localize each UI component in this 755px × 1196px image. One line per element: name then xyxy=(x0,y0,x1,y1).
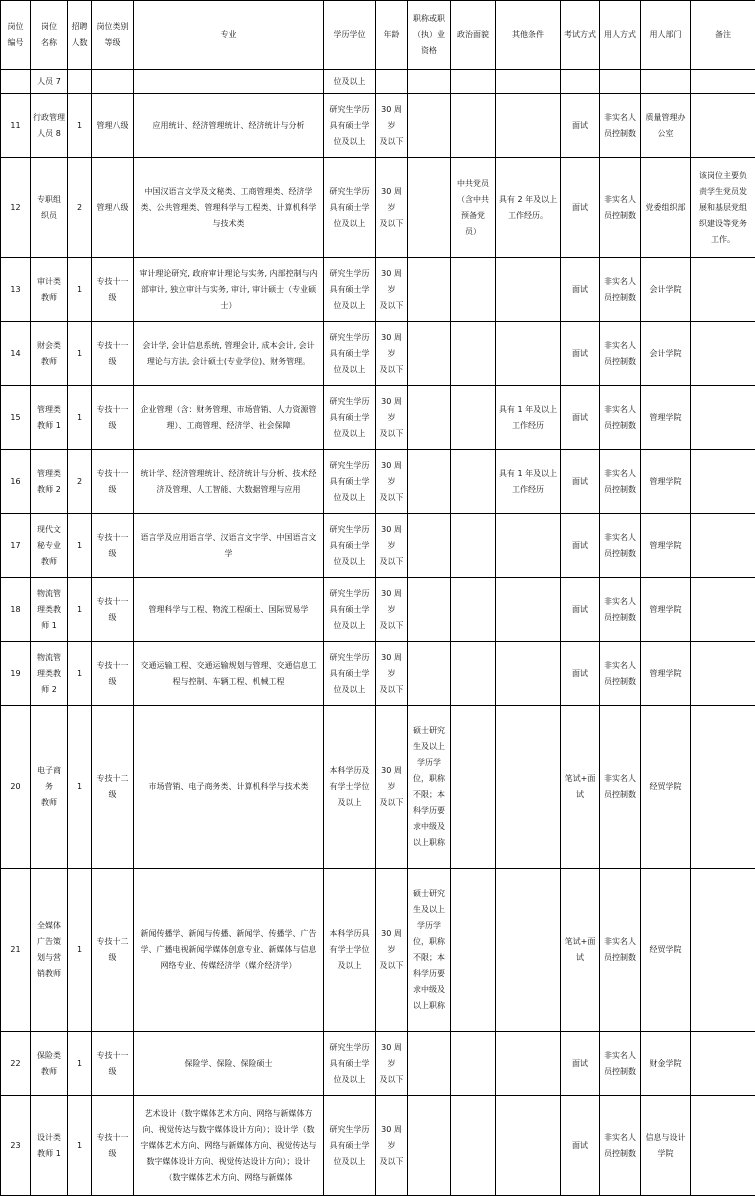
cell-hire: 非实名人 员控制数 xyxy=(600,642,641,706)
table-row xyxy=(1,70,755,94)
cell-note: 该岗位主要负 责学生党员发 展和基层党组 织建设等党务 工作。 xyxy=(691,158,755,258)
cell-politics xyxy=(451,1032,496,1096)
cell-age: 30 周岁 及以下 xyxy=(376,642,408,706)
cell-age: 30 周岁 及以下 xyxy=(376,322,408,386)
cell-name: 管理类 教师 1 xyxy=(31,386,68,450)
cell-hire: 非实名人 员控制数 xyxy=(600,322,641,386)
cell-politics xyxy=(451,322,496,386)
cell-title xyxy=(408,642,451,706)
cell-major: 中国汉语言文学及文秘类、工商管理类、经济学类、公共管理类、管理科学与工程类、计算机科学与技术类 xyxy=(134,158,324,258)
table-row xyxy=(1,869,755,1032)
cell-name: 设计类 教师 1 xyxy=(31,1096,68,1196)
cell-other xyxy=(496,70,561,94)
cell-edu: 本科学历及 有学士学位 及以上 xyxy=(324,706,376,869)
cell-dept xyxy=(641,70,691,94)
cell-level: 管理八级 xyxy=(92,94,134,158)
cell-other: 具有 1 年及以上 工作经历 xyxy=(496,386,561,450)
header-count: 招聘 人数 xyxy=(68,1,92,70)
cell-major: 管理科学与工程、物流工程硕士、国际贸易学 xyxy=(134,578,324,642)
cell-title xyxy=(408,450,451,514)
cell-count: 2 xyxy=(68,158,92,258)
table-row xyxy=(1,258,755,322)
cell-hire: 非实名人 员控制数 xyxy=(600,1096,641,1196)
cell-exam: 面试 xyxy=(561,322,600,386)
table-row xyxy=(1,1096,755,1196)
header-name: 岗位 名称 xyxy=(31,1,68,70)
header-major: 专业 xyxy=(134,1,324,70)
cell-politics xyxy=(451,94,496,158)
cell-age: 30 周岁 及以下 xyxy=(376,158,408,258)
cell-politics: 中共党员 （含中共 预备党 员） xyxy=(451,158,496,258)
cell-id: 12 xyxy=(1,158,31,258)
cell-level: 专技十一 级 xyxy=(92,1096,134,1196)
cell-id: 23 xyxy=(1,1096,31,1196)
cell-dept: 经贸学院 xyxy=(641,706,691,869)
cell-age xyxy=(376,70,408,94)
table-row xyxy=(1,642,755,706)
cell-id: 16 xyxy=(1,450,31,514)
cell-other xyxy=(496,578,561,642)
cell-hire: 非实名人 员控制数 xyxy=(600,450,641,514)
cell-hire: 非实名人 员控制数 xyxy=(600,94,641,158)
cell-level: 专技十一 级 xyxy=(92,1032,134,1096)
cell-major: 统计学、经济管理统计、经济统计与分析、技术经济及管理、人工智能、大数据管理与应用 xyxy=(134,450,324,514)
cell-count: 1 xyxy=(68,1032,92,1096)
cell-dept: 会计学院 xyxy=(641,258,691,322)
cell-age: 30 周岁 及以下 xyxy=(376,1096,408,1196)
cell-hire: 非实名人 员控制数 xyxy=(600,706,641,869)
cell-hire: 非实名人 员控制数 xyxy=(600,258,641,322)
cell-other xyxy=(496,869,561,1032)
cell-hire: 非实名人 员控制数 xyxy=(600,514,641,578)
cell-politics xyxy=(451,869,496,1032)
cell-title xyxy=(408,578,451,642)
cell-major: 保险学、保险、保险硕士 xyxy=(134,1032,324,1096)
cell-level: 专技十一 级 xyxy=(92,514,134,578)
cell-count: 1 xyxy=(68,1096,92,1196)
cell-title: 硕士研究 生及以上 学历学 位，职称 不限；本 科学历要 求中级及 以上职称 xyxy=(408,869,451,1032)
cell-politics xyxy=(451,578,496,642)
cell-edu: 研究生学历 具有硕士学 位及以上 xyxy=(324,158,376,258)
cell-title xyxy=(408,94,451,158)
cell-note xyxy=(691,94,755,158)
cell-level: 管理八级 xyxy=(92,158,134,258)
cell-count: 1 xyxy=(68,869,92,1032)
cell-edu: 研究生学历 具有硕士学 位及以上 xyxy=(324,1096,376,1196)
cell-name: 保险类 教师 xyxy=(31,1032,68,1096)
cell-count: 1 xyxy=(68,706,92,869)
cell-note xyxy=(691,514,755,578)
cell-other xyxy=(496,1096,561,1196)
cell-major: 新闻传播学、新闻与传播、新闻学、传播学、广告学、广播电视新闻学媒体创意专业、新媒体与信息网络专业、传媒经济学（媒介经济学） xyxy=(134,869,324,1032)
cell-politics xyxy=(451,1096,496,1196)
table-row xyxy=(1,450,755,514)
cell-level: 专技十二 级 xyxy=(92,869,134,1032)
cell-exam: 面试 xyxy=(561,1096,600,1196)
cell-exam: 面试 xyxy=(561,1032,600,1096)
cell-other xyxy=(496,706,561,869)
cell-major: 语言学及应用语言学、汉语言文字学、中国语言文学 xyxy=(134,514,324,578)
cell-title: 硕士研究 生及以上 学历学 位，职称 不限；本 科学历要 求中级及 以上职称 xyxy=(408,706,451,869)
header-level: 岗位类别 等级 xyxy=(92,1,134,70)
cell-level: 专技十一 级 xyxy=(92,386,134,450)
cell-name: 专职组 织员 xyxy=(31,158,68,258)
header-education: 学历学位 xyxy=(324,1,376,70)
cell-level: 专技十一 级 xyxy=(92,258,134,322)
cell-hire: 非实名人 员控制数 xyxy=(600,386,641,450)
cell-exam xyxy=(561,70,600,94)
cell-id: 17 xyxy=(1,514,31,578)
cell-dept: 会计学院 xyxy=(641,322,691,386)
cell-dept: 财金学院 xyxy=(641,1032,691,1096)
cell-dept: 质量管理办 公室 xyxy=(641,94,691,158)
cell-count: 2 xyxy=(68,450,92,514)
cell-dept: 经贸学院 xyxy=(641,869,691,1032)
cell-name: 行政管理 人员 8 xyxy=(31,94,68,158)
cell-id: 20 xyxy=(1,706,31,869)
cell-dept: 信息与设计 学院 xyxy=(641,1096,691,1196)
cell-edu: 研究生学历 具有硕士学 位及以上 xyxy=(324,514,376,578)
header-hire: 用人方式 xyxy=(600,1,641,70)
cell-age: 30 周岁 及以下 xyxy=(376,450,408,514)
cell-other: 具有 1 年及以上 工作经历 xyxy=(496,450,561,514)
table-row xyxy=(1,514,755,578)
cell-exam: 面试 xyxy=(561,450,600,514)
cell-major: 应用统计、经济管理统计、经济统计与分析 xyxy=(134,94,324,158)
cell-title xyxy=(408,514,451,578)
cell-level: 专技十一 级 xyxy=(92,450,134,514)
cell-politics xyxy=(451,706,496,869)
cell-level: 专技十一 级 xyxy=(92,642,134,706)
cell-level: 专技十一 级 xyxy=(92,322,134,386)
cell-edu: 研究生学历 具有硕士学 位及以上 xyxy=(324,450,376,514)
cell-count: 1 xyxy=(68,578,92,642)
table-row xyxy=(1,94,755,158)
cell-name: 审计类 教师 xyxy=(31,258,68,322)
cell-exam: 笔试+面 试 xyxy=(561,869,600,1032)
cell-exam: 笔试+面 试 xyxy=(561,706,600,869)
cell-age: 30 周岁 及以下 xyxy=(376,258,408,322)
cell-count: 1 xyxy=(68,386,92,450)
cell-name: 电子商 务 教师 xyxy=(31,706,68,869)
cell-title xyxy=(408,1096,451,1196)
cell-id: 18 xyxy=(1,578,31,642)
header-dept: 用人部门 xyxy=(641,1,691,70)
cell-level: 专技十二 级 xyxy=(92,706,134,869)
cell-title xyxy=(408,1032,451,1096)
cell-exam: 面试 xyxy=(561,258,600,322)
table-row xyxy=(1,578,755,642)
cell-name: 全媒体 广告策 划与营 销教师 xyxy=(31,869,68,1032)
cell-other: 具有 2 年及以上 工作经历。 xyxy=(496,158,561,258)
cell-name: 人员 7 xyxy=(31,70,68,94)
table-row xyxy=(1,158,755,258)
cell-count xyxy=(68,70,92,94)
cell-note xyxy=(691,1032,755,1096)
cell-edu: 研究生学历 具有硕士学 位及以上 xyxy=(324,642,376,706)
cell-politics xyxy=(451,70,496,94)
cell-note xyxy=(691,322,755,386)
cell-title xyxy=(408,322,451,386)
cell-note xyxy=(691,578,755,642)
cell-note xyxy=(691,642,755,706)
table-row xyxy=(1,322,755,386)
cell-edu: 研究生学历 具有硕士学 位及以上 xyxy=(324,258,376,322)
cell-title xyxy=(408,70,451,94)
cell-count: 1 xyxy=(68,322,92,386)
cell-dept: 党委组织部 xyxy=(641,158,691,258)
cell-id: 21 xyxy=(1,869,31,1032)
cell-count: 1 xyxy=(68,514,92,578)
table-row xyxy=(1,1032,755,1096)
cell-id: 22 xyxy=(1,1032,31,1096)
cell-other xyxy=(496,322,561,386)
cell-politics xyxy=(451,450,496,514)
cell-major: 企业管理（含：财务管理、市场营销、人力资源管理）、工商管理、经济学、社会保障 xyxy=(134,386,324,450)
header-exam: 考试方式 xyxy=(561,1,600,70)
cell-note xyxy=(691,258,755,322)
header-other: 其他条件 xyxy=(496,1,561,70)
cell-hire: 非实名人 员控制数 xyxy=(600,578,641,642)
cell-exam: 面试 xyxy=(561,158,600,258)
cell-other xyxy=(496,1032,561,1096)
cell-note xyxy=(691,450,755,514)
cell-age: 30 周岁 及以下 xyxy=(376,94,408,158)
cell-edu: 位及以上 xyxy=(324,70,376,94)
cell-other xyxy=(496,642,561,706)
cell-hire: 非实名人 员控制数 xyxy=(600,869,641,1032)
cell-major: 审计理论研究, 政府审计理论与实务, 内部控制与内部审计, 独立审计与实务, 审计, 审计硕士（专业硕士） xyxy=(134,258,324,322)
cell-hire: 非实名人 员控制数 xyxy=(600,158,641,258)
cell-id: 13 xyxy=(1,258,31,322)
cell-other xyxy=(496,514,561,578)
cell-exam: 面试 xyxy=(561,386,600,450)
cell-age: 30 周岁 及以下 xyxy=(376,578,408,642)
cell-dept: 管理学院 xyxy=(641,514,691,578)
cell-politics xyxy=(451,258,496,322)
header-politics: 政治面貌 xyxy=(451,1,496,70)
cell-name: 物流管 理类教 师 2 xyxy=(31,642,68,706)
cell-id xyxy=(1,70,31,94)
cell-age: 30 周岁 及以下 xyxy=(376,386,408,450)
cell-major: 会计学, 会计信息系统, 管理会计, 成本会计, 会计理论与方法, 会计硕士(专业学位)、财务管理。 xyxy=(134,322,324,386)
cell-name: 物流管 理类教 师 1 xyxy=(31,578,68,642)
cell-exam: 面试 xyxy=(561,578,600,642)
cell-other xyxy=(496,258,561,322)
table-row xyxy=(1,706,755,869)
header-id: 岗位 编号 xyxy=(1,1,31,70)
cell-id: 14 xyxy=(1,322,31,386)
cell-title xyxy=(408,386,451,450)
cell-id: 19 xyxy=(1,642,31,706)
cell-dept: 管理学院 xyxy=(641,386,691,450)
cell-note xyxy=(691,70,755,94)
cell-edu: 本科学历具 有学士学位 及以上 xyxy=(324,869,376,1032)
cell-count: 1 xyxy=(68,258,92,322)
header-title: 职称或职 （执）业 资格 xyxy=(408,1,451,70)
cell-edu: 研究生学历 具有硕士学 位及以上 xyxy=(324,1032,376,1096)
cell-count: 1 xyxy=(68,94,92,158)
cell-level: 专技十一 级 xyxy=(92,578,134,642)
cell-major xyxy=(134,70,324,94)
cell-edu: 研究生学历 具有硕士学 位及以上 xyxy=(324,578,376,642)
cell-age: 30 周岁 及以下 xyxy=(376,869,408,1032)
cell-edu: 研究生学历 具有硕士学 位及以上 xyxy=(324,94,376,158)
header-row xyxy=(1,1,755,70)
cell-dept: 管理学院 xyxy=(641,578,691,642)
cell-level xyxy=(92,70,134,94)
cell-title xyxy=(408,258,451,322)
cell-edu: 研究生学历 具有硕士学 位及以上 xyxy=(324,322,376,386)
cell-hire xyxy=(600,70,641,94)
cell-note xyxy=(691,386,755,450)
cell-id: 15 xyxy=(1,386,31,450)
cell-name: 管理类 教师 2 xyxy=(31,450,68,514)
cell-exam: 面试 xyxy=(561,94,600,158)
cell-major: 交通运输工程、交通运输规划与管理、交通信息工程与控制、车辆工程、机械工程 xyxy=(134,642,324,706)
cell-note xyxy=(691,1096,755,1196)
header-note: 备注 xyxy=(691,1,755,70)
cell-note xyxy=(691,706,755,869)
cell-count: 1 xyxy=(68,642,92,706)
cell-politics xyxy=(451,642,496,706)
header-age: 年龄 xyxy=(376,1,408,70)
cell-other xyxy=(496,94,561,158)
cell-exam: 面试 xyxy=(561,642,600,706)
cell-title xyxy=(408,158,451,258)
cell-note xyxy=(691,869,755,1032)
cell-edu: 研究生学历 具有硕士学 位及以上 xyxy=(324,386,376,450)
cell-age: 30 周岁 及以下 xyxy=(376,1032,408,1096)
cell-age: 30 周岁 及以下 xyxy=(376,514,408,578)
cell-id: 11 xyxy=(1,94,31,158)
cell-politics xyxy=(451,514,496,578)
cell-dept: 管理学院 xyxy=(641,642,691,706)
table-row xyxy=(1,386,755,450)
cell-exam: 面试 xyxy=(561,514,600,578)
cell-age: 30 周岁 及以下 xyxy=(376,706,408,869)
cell-politics xyxy=(451,386,496,450)
cell-hire: 非实名人 员控制数 xyxy=(600,1032,641,1096)
cell-name: 财会类 教师 xyxy=(31,322,68,386)
cell-dept: 管理学院 xyxy=(641,450,691,514)
cell-major: 市场营销、电子商务类、计算机科学与技术类 xyxy=(134,706,324,869)
cell-major: 艺术设计（数字媒体艺术方向、网络与新媒体方向、视觉传达与数字媒体设计方向）；设计学（数字媒体艺术方向、网络与新媒体方向、视觉传达与数字媒体设计方向、视觉传达设计方向）；设计（数字媒体艺术方向、网络与新媒体 xyxy=(134,1096,324,1196)
cell-name: 现代文 秘专业 教师 xyxy=(31,514,68,578)
